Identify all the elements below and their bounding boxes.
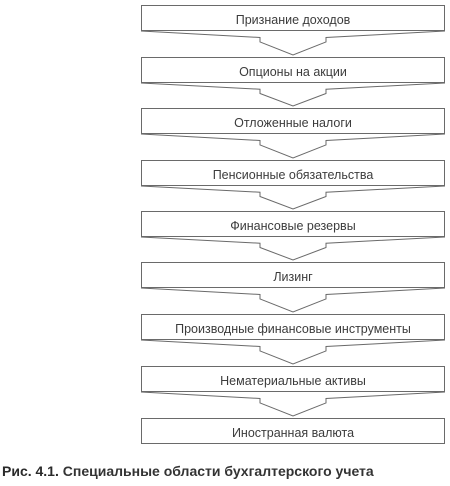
connector-arrow bbox=[141, 134, 445, 158]
connector-arrow bbox=[141, 83, 445, 106]
step-label-6: Лизинг bbox=[273, 269, 313, 284]
connector-arrow-path bbox=[141, 186, 445, 209]
connector-arrow bbox=[141, 340, 445, 364]
figure-caption bbox=[2, 463, 374, 479]
connector-arrow bbox=[141, 237, 445, 260]
step-label-9: Иностранная валюта bbox=[231, 425, 355, 440]
connector-arrow bbox=[141, 186, 445, 209]
step-box-1 bbox=[141, 5, 445, 31]
connector-arrow bbox=[141, 392, 445, 416]
step-box-8 bbox=[141, 366, 445, 392]
connector-arrow-path bbox=[141, 392, 445, 416]
connector-arrow-path bbox=[141, 288, 445, 312]
figure-caption-label: Рис. 4.1. bbox=[2, 463, 59, 479]
step-label-5: Финансовые резервы bbox=[230, 218, 356, 233]
connector-arrow-path bbox=[141, 340, 445, 364]
step-label-7: Производные финансовые инструменты bbox=[175, 321, 411, 336]
figure-caption-text: Специальные области бухгалтерского учета bbox=[62, 463, 374, 479]
step-label-2: Опционы на акции bbox=[239, 64, 347, 79]
step-label-4: Пенсионные обязательства bbox=[212, 167, 374, 182]
connector-arrow-path bbox=[141, 83, 445, 106]
step-label-8: Нематериальные активы bbox=[220, 373, 366, 388]
step-box-5 bbox=[141, 211, 445, 237]
step-box-2 bbox=[141, 57, 445, 83]
connector-arrow-path bbox=[141, 134, 445, 158]
step-box-4 bbox=[141, 160, 445, 186]
step-box-9 bbox=[141, 418, 445, 444]
step-label-1: Признание доходов bbox=[235, 12, 351, 27]
step-box-7 bbox=[141, 314, 445, 340]
connector-arrow bbox=[141, 288, 445, 312]
step-label-3: Отложенные налоги bbox=[234, 115, 352, 130]
connector-arrow-path bbox=[141, 237, 445, 260]
step-box-6 bbox=[141, 262, 445, 288]
connector-arrow bbox=[141, 31, 445, 55]
step-box-3 bbox=[141, 108, 445, 134]
connector-arrow-path bbox=[141, 31, 445, 55]
